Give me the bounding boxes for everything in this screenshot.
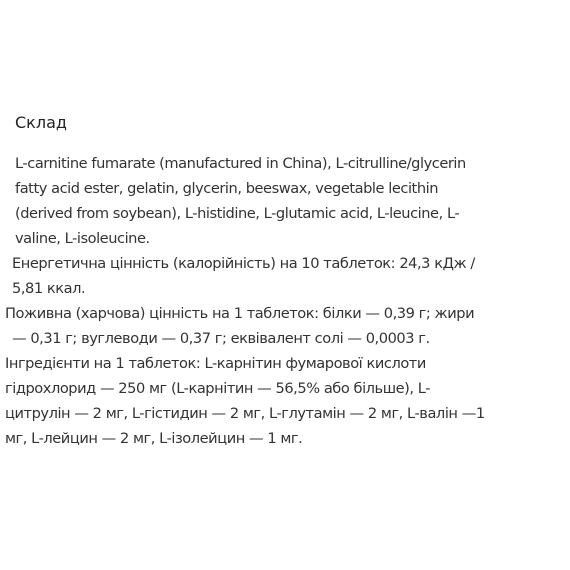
energy-value-line-1: Енергетична цінність (калорійність) на 10 таблеток: 24,3 кДж / (12, 255, 475, 272)
ingredients-line-1: Інгредієнти на 1 таблеток: L-карнітин фумарової кислоти (5, 355, 426, 372)
nutrition-line-1: Поживна (харчова) цінність на 1 таблеток: білки — 0,39 г; жири (5, 305, 475, 322)
section-heading: Склад (15, 113, 67, 132)
ingredients-line-2: гідрохлорид — 250 мг (L-карнітин — 56,5% або більше), L- (5, 380, 431, 397)
nutrition-line-2: — 0,31 г; вуглеводи — 0,37 г; еквівалент солі — 0,0003 г. (12, 330, 430, 347)
energy-value-line-2: 5,81 ккал. (12, 280, 86, 297)
composition-line-3: (derived from soybean), L-histidine, L-glutamic acid, L-leucine, L- (15, 205, 460, 222)
ingredients-line-3: цитрулін — 2 мг, L-гістидин — 2 мг, L-глутамін — 2 мг, L-валін —1 (5, 405, 485, 422)
composition-line-2: fatty acid ester, gelatin, glycerin, beeswax, vegetable lecithin (15, 180, 439, 197)
ingredients-line-4: мг, L-лейцин — 2 мг, L-ізолейцин — 1 мг. (5, 430, 303, 447)
composition-line-1: L-carnitine fumarate (manufactured in China), L-citrulline/glycerin (15, 155, 466, 172)
composition-line-4: valine, L-isoleucine. (15, 230, 150, 247)
